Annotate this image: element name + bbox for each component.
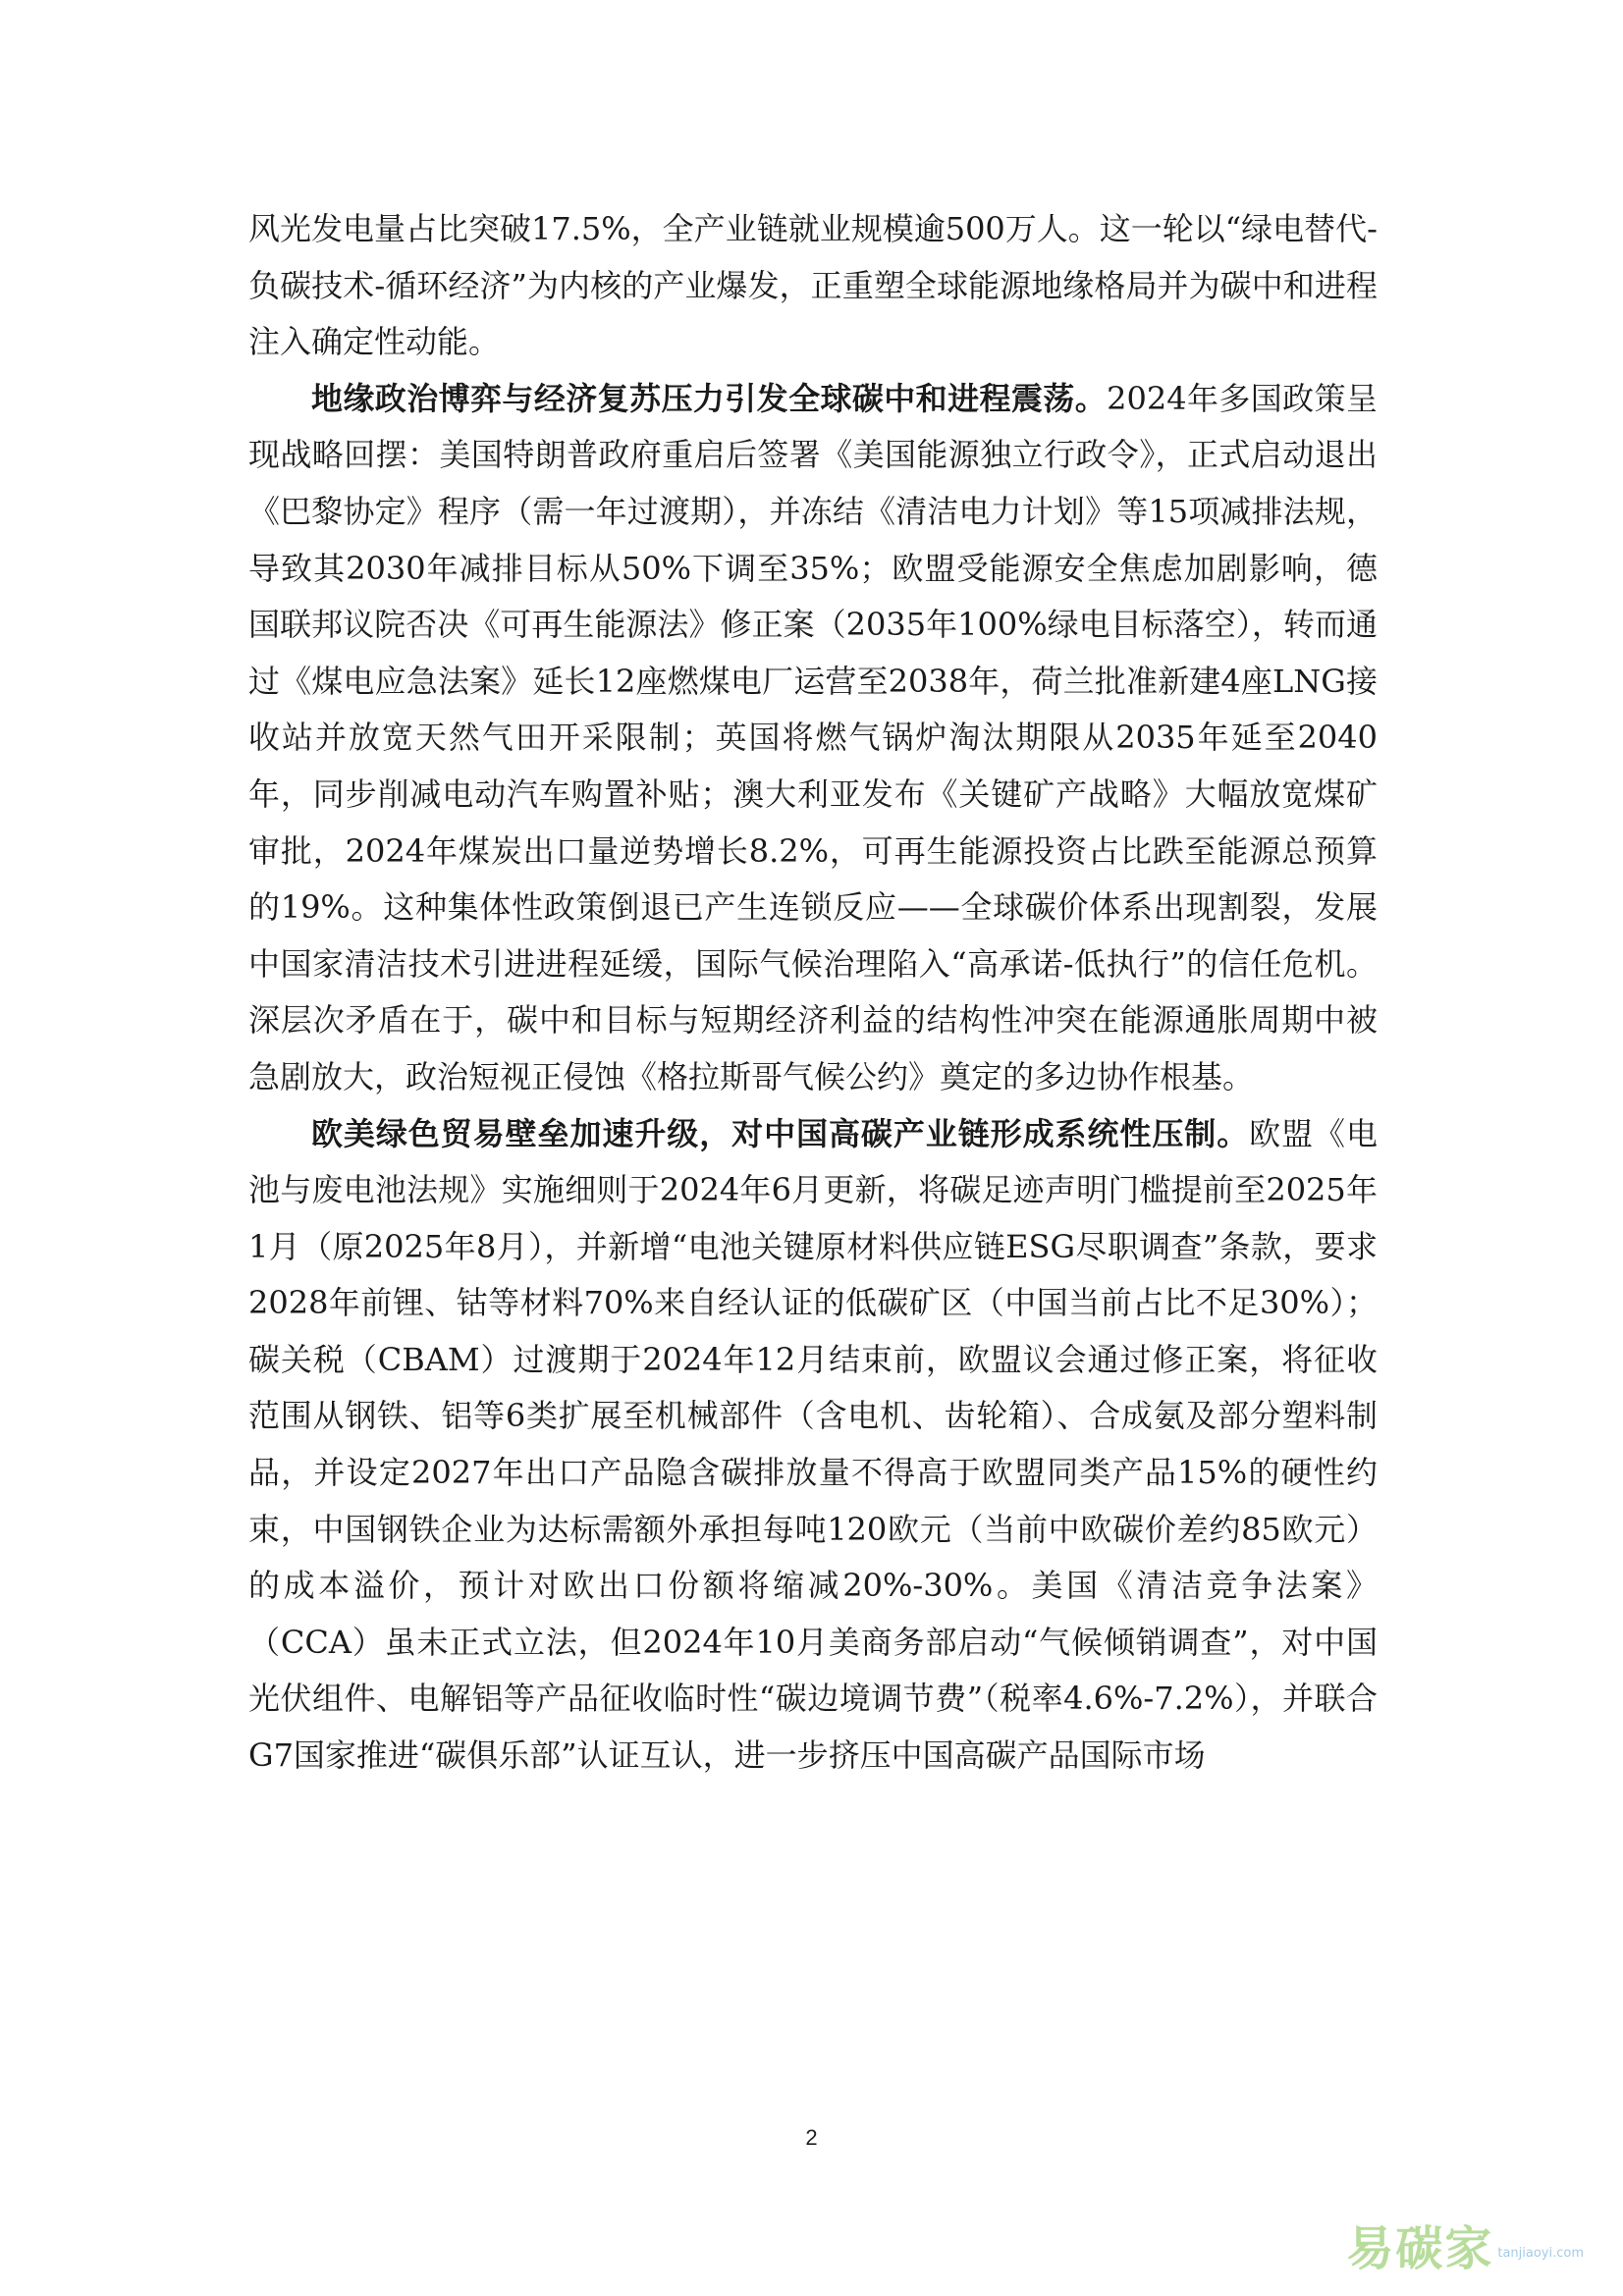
body-text bbox=[248, 201, 1378, 1785]
watermark-domain: tanjiaoyi.com bbox=[1497, 2246, 1584, 2261]
watermark-logo-text: 易碳家 bbox=[1346, 2221, 1494, 2276]
paragraph-3-lead: 欧美绿色贸易壁垒加速升级，对中国高碳产业链形成系统性压制。 bbox=[311, 1114, 1250, 1152]
page-number: 2 bbox=[805, 2125, 818, 2150]
paragraph-3 bbox=[248, 1106, 1378, 1785]
paragraph-1 bbox=[248, 201, 1378, 371]
paragraph-2 bbox=[248, 371, 1378, 1106]
paragraph-1-text: 风光发电量占比突破17.5%，全产业链就业规模逾500万人。这一轮以“绿电替代-负碳技术-循环经济”为内核的产业爆发，正重塑全球能源地缘格局并为碳中和进程注入确定性动能。 bbox=[248, 210, 1378, 361]
paragraph-2-text: 2024年多国政策呈现战略回摆：美国特朗普政府重启后签署《美国能源独立行政令》，正式启动退出《巴黎协定》程序（需一年过渡期），并冻结《清洁电力计划》等15项减排法规，导致其2030年减排目标从50%下调至35%；欧盟受能源安全焦虑加剧影响，德国联邦议院否决《可再生能源法》修正案（2035年100%绿电目标落空），转而通过《煤电应急法案》延长12座燃煤电厂运营至2038年，荷兰批准新建4座LNG接收站并放宽天然气田开采限制；英国将燃气锅炉淘汰期限从2035年延至2040年，同步削减电动汽车购置补贴；澳大利亚发布《关键矿产战略》大幅放宽煤矿审批，2024年煤炭出口量逆势增长8.2%，可再生能源投资占比跌至能源总预算的19%。这种集体性政策倒退已产生连锁反应——全球碳价体系出现割裂，发展中国家清洁技术引进进程延缓，国际气候治理陷入“高承诺-低执行”的信任危机。深层次矛盾在于，碳中和目标与短期经济利益的结构性冲突在能源通胀周期中被急剧放大，政治短视正侵蚀《格拉斯哥气候公约》奠定的多边协作根基。 bbox=[248, 379, 1378, 1095]
paragraph-3-text: 欧盟《电池与废电池法规》实施细则于2024年6月更新，将碳足迹声明门槛提前至2025年1月（原2025年8月），并新增“电池关键原材料供应链ESG尽职调查”条款，要求2028年前锂、钴等材料70%来自经认证的低碳矿区（中国当前占比不足30%）；碳关税（CBAM）过渡期于2024年12月结束前，欧盟议会通过修正案，将征收范围从钢铁、铝等6类扩展至机械部件（含电机、齿轮箱）、合成氨及部分塑料制品，并设定2027年出口产品隐含碳排放量不得高于欧盟同类产品15%的硬性约束，中国钢铁企业为达标需额外承担每吨120欧元（当前中欧碳价差约85欧元）的成本溢价，预计对欧出口份额将缩减20%-30%。美国《清洁竞争法案》（CCA）虽未正式立法，但2024年10月美商务部启动“气候倾销调查”，对中国光伏组件、电解铝等产品征收临时性“碳边境调节费”（税率4.6%-7.2%），并联合G7国家推进“碳俱乐部”认证互认，进一步挤压中国高碳产品国际市场 bbox=[248, 1114, 1378, 1775]
paragraph-2-lead: 地缘政治博弈与经济复苏压力引发全球碳中和进程震荡。 bbox=[311, 379, 1108, 417]
watermark-logo bbox=[1346, 2211, 1584, 2278]
